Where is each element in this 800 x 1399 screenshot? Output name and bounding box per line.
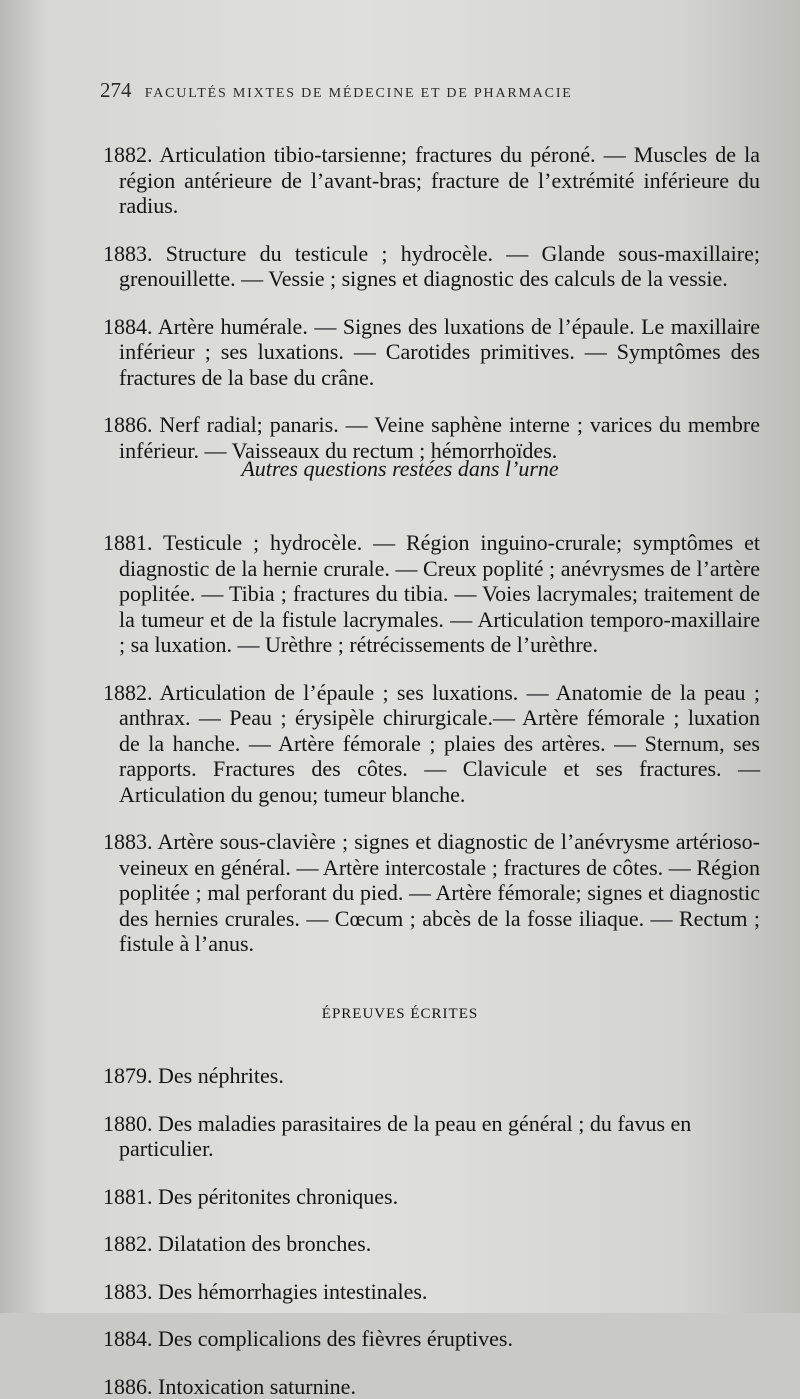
question-entry	[103, 829, 760, 957]
entry-text: Des néphrites.	[158, 1063, 284, 1088]
written-exams-list	[103, 1041, 760, 1399]
entry-year: 1884.	[103, 1326, 153, 1351]
entry-year: 1883.	[103, 1279, 153, 1304]
entry-year: 1882.	[103, 680, 153, 705]
entry-year: 1882.	[103, 1231, 153, 1256]
question-entry	[103, 314, 760, 391]
page-header	[100, 78, 720, 103]
entry-text: Des hémorrhagies intestinales.	[158, 1279, 427, 1304]
entry-year: 1886.	[103, 412, 153, 437]
section-title-autres-questions: Autres questions restées dans l’urne	[0, 456, 800, 482]
running-title: FACULTÉS MIXTES DE MÉDECINE ET DE PHARMACIE	[145, 86, 573, 101]
entry-year: 1881.	[103, 1184, 153, 1209]
entry-text: Des complicalions des fièvres éruptives.	[158, 1326, 513, 1351]
remaining-questions-list	[103, 508, 760, 957]
entry-year: 1882.	[103, 142, 153, 167]
exam-entry	[103, 1326, 760, 1352]
entry-text: Structure du testicule ; hydrocèle. — Glande sous-maxillaire; grenouillette. — Vessie ; signes et diagnostic des calculs de la vessie.	[119, 241, 760, 292]
questions-list	[103, 120, 760, 463]
entry-text: Articulation tibio-tarsienne; fractures du péroné. — Muscles de la région antérieure de l’avant-bras; fracture de l’extrémité inférieure du radius.	[119, 142, 760, 218]
question-entry	[103, 680, 760, 808]
question-entry	[103, 241, 760, 292]
entry-year: 1883.	[103, 241, 153, 266]
entry-year: 1883.	[103, 829, 153, 854]
exam-entry	[103, 1279, 760, 1305]
entry-year: 1881.	[103, 530, 153, 555]
question-entry	[103, 142, 760, 219]
exam-entry	[103, 1063, 760, 1089]
entry-text: Articulation de l’épaule ; ses luxations. — Anatomie de la peau ; anthrax. — Peau ; érysipèle chirurgicale.— Artère fémorale ; luxation de la hanche. — Artère fémorale ; plaies des artères. — Sternum, ses rapports. Fractures des côtes. — Clavicule et ses fractures. — Articulation du genou; tumeur blanche.	[119, 680, 760, 807]
entry-text: Artère humérale. — Signes des luxations de l’épaule. Le maxillaire inférieur ; ses luxations. — Carotides primitives. — Symptômes des fractures de la base du crâne.	[119, 314, 760, 390]
exam-entry	[103, 1111, 760, 1162]
exam-entry	[103, 1184, 760, 1210]
page-number: 274	[100, 78, 132, 102]
entry-text: Intoxication saturnine.	[158, 1374, 356, 1399]
entry-text: Nerf radial; panaris. — Veine saphène interne ; varices du membre inférieur. — Vaisseaux du rectum ; hémorrhoïdes.	[119, 412, 760, 463]
entry-text: Des péritonites chroniques.	[158, 1184, 398, 1209]
question-entry	[103, 530, 760, 658]
entry-year: 1886.	[103, 1374, 153, 1399]
entry-year: 1879.	[103, 1063, 153, 1088]
section-title-epreuves-ecrites: ÉPREUVES ÉCRITES	[0, 1006, 800, 1023]
exam-entry	[103, 1374, 760, 1399]
entry-year: 1884.	[103, 314, 153, 339]
entry-year: 1880.	[103, 1111, 153, 1136]
entry-text: Testicule ; hydrocèle. — Région inguino-crurale; symptômes et diagnostic de la hernie crurale. — Creux poplité ; anévrysmes de l’artère poplitée. — Tibia ; fractures du tibia. — Voies lacrymales; traitement de la tumeur et de la fistule lacrymales. — Articulation temporo-maxillaire ; sa luxation. — Urèthre ; rétrécissements de l’urèthre.	[119, 530, 760, 657]
exam-entry	[103, 1231, 760, 1257]
entry-text: Dilatation des bronches.	[158, 1231, 371, 1256]
entry-text: Des maladies parasitaires de la peau en général ; du favus en particulier.	[119, 1111, 691, 1162]
entry-text: Artère sous-clavière ; signes et diagnostic de l’anévrysme artérioso-veineux en général. — Artère intercostale ; fractures de côtes. — Région poplitée ; mal perforant du pied. — Artère fémorale; signes et diagnostic des hernies crurales. — Cœcum ; abcès de la fosse iliaque. — Rectum ; fistule à l’anus.	[119, 829, 760, 956]
